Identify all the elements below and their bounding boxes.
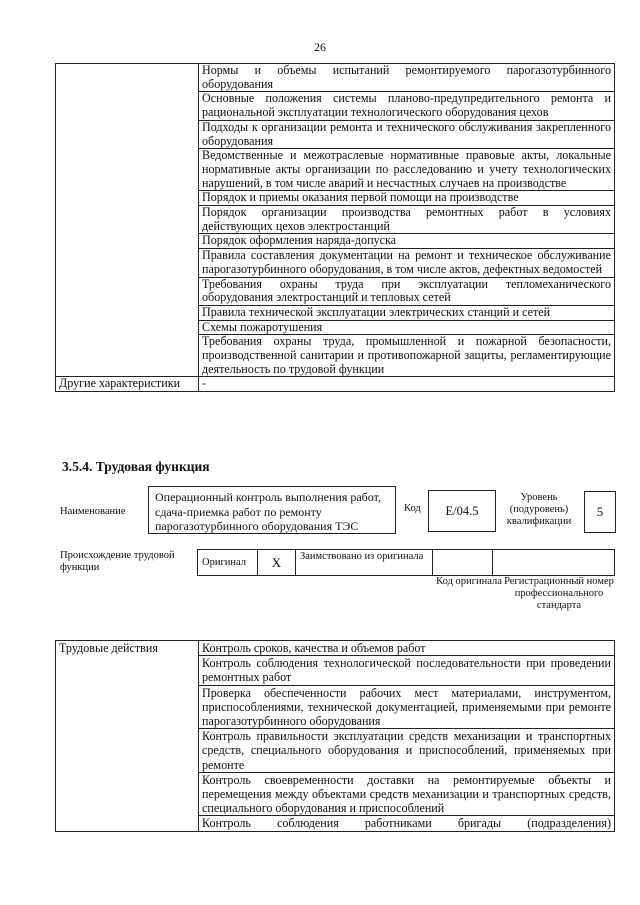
section-title: 3.5.4. Трудовая функция — [62, 459, 210, 474]
level-label: Уровень (подуровень) квалификации — [506, 492, 572, 527]
action-item: Проверка обеспеченности рабочих мест материалами, инструментом, приспособлениями, технической документацией, применяемыми при ремонте парогазотурбинного оборудования — [199, 685, 615, 729]
labor-actions-table — [55, 640, 615, 832]
knowledge-table — [55, 63, 615, 392]
level-value-box: 5 — [584, 491, 616, 533]
knowledge-item: Основные положения системы планово-предупредительного ремонта и рациональной эксплуатации технологического оборудования цехов — [199, 92, 615, 120]
empty-label-cell — [56, 64, 199, 377]
code-label: Код — [404, 503, 421, 514]
action-item: Контроль своевременности доставки на ремонтируемые объекты и перемещения между объектами средств механизации и транспортных средств, специального оборудования и приспособлений — [199, 772, 615, 816]
knowledge-item: Правила технической эксплуатации электрических станций и сетей — [199, 305, 615, 320]
knowledge-item: Нормы и объемы испытаний ремонтируемого парогазотурбинного оборудования — [199, 64, 615, 92]
other-characteristics-value: - — [199, 377, 615, 392]
knowledge-item: Требования охраны труда при эксплуатации тепломеханического оборудования электростанций и тепловых сетей — [199, 277, 615, 305]
knowledge-item: Порядок оформления наряда-допуска — [199, 234, 615, 249]
name-label: Наименование — [60, 506, 126, 517]
knowledge-item: Ведомственные и межотраслевые нормативные правовые акты, локальные нормативные акты организации по расследованию и учету технологических нарушений, в том числе аварий и несчастных случаев на производстве — [199, 149, 615, 191]
origin-label: Происхождение трудовой функции — [60, 550, 175, 573]
origin-table — [197, 549, 615, 576]
table-row — [198, 550, 615, 576]
borrowed-label: Заимствовано из оригинала — [296, 550, 433, 576]
function-name-box: Операционный контроль выполнения работ, сдача-приемка работ по ремонту парогазотурбинного оборудования ТЭС — [148, 486, 396, 534]
action-item: Контроль соблюдения работниками бригады (подразделения) — [199, 816, 615, 831]
knowledge-item: Порядок и приемы оказания первой помощи на производстве — [199, 191, 615, 206]
original-mark: X — [258, 550, 296, 576]
registration-number-cell — [493, 550, 615, 576]
knowledge-item: Правила составления документации на ремонт и техническое обслуживание парогазотурбинного оборудования, в том числе актов, дефектных ведомостей — [199, 249, 615, 277]
original-label: Оригинал — [198, 550, 258, 576]
original-code-cell — [433, 550, 493, 576]
action-item: Контроль соблюдения технологической последовательности при проведении ремонтных работ — [199, 656, 615, 685]
table-row — [56, 377, 615, 392]
knowledge-item: Порядок организации производства ремонтных работ в условиях действующих цехов электростанций — [199, 206, 615, 234]
table-row — [56, 641, 615, 656]
knowledge-item: Требования охраны труда, промышленной и пожарной безопасности, производственной санитарии и противопожарной защиты, регламентирующие деятельность по трудовой функции — [199, 335, 615, 377]
knowledge-item: Подходы к организации ремонта и технического обслуживания закрепленного оборудования — [199, 120, 615, 148]
registration-number-caption: Регистрационный номер профессионального стандарта — [504, 576, 614, 611]
action-item: Контроль сроков, качества и объемов работ — [199, 641, 615, 656]
knowledge-item: Схемы пожаротушения — [199, 320, 615, 335]
labor-actions-label: Трудовые действия — [56, 641, 199, 832]
page-number: 26 — [314, 40, 326, 54]
code-original-caption: Код оригинала — [436, 576, 502, 587]
other-characteristics-label: Другие характеристики — [56, 377, 199, 392]
table-row — [56, 64, 615, 92]
action-item: Контроль правильности эксплуатации средств механизации и транспортных средств, специального оборудования и приспособлений, применяемых при ремонте — [199, 729, 615, 773]
function-code-box: E/04.5 — [428, 490, 496, 532]
